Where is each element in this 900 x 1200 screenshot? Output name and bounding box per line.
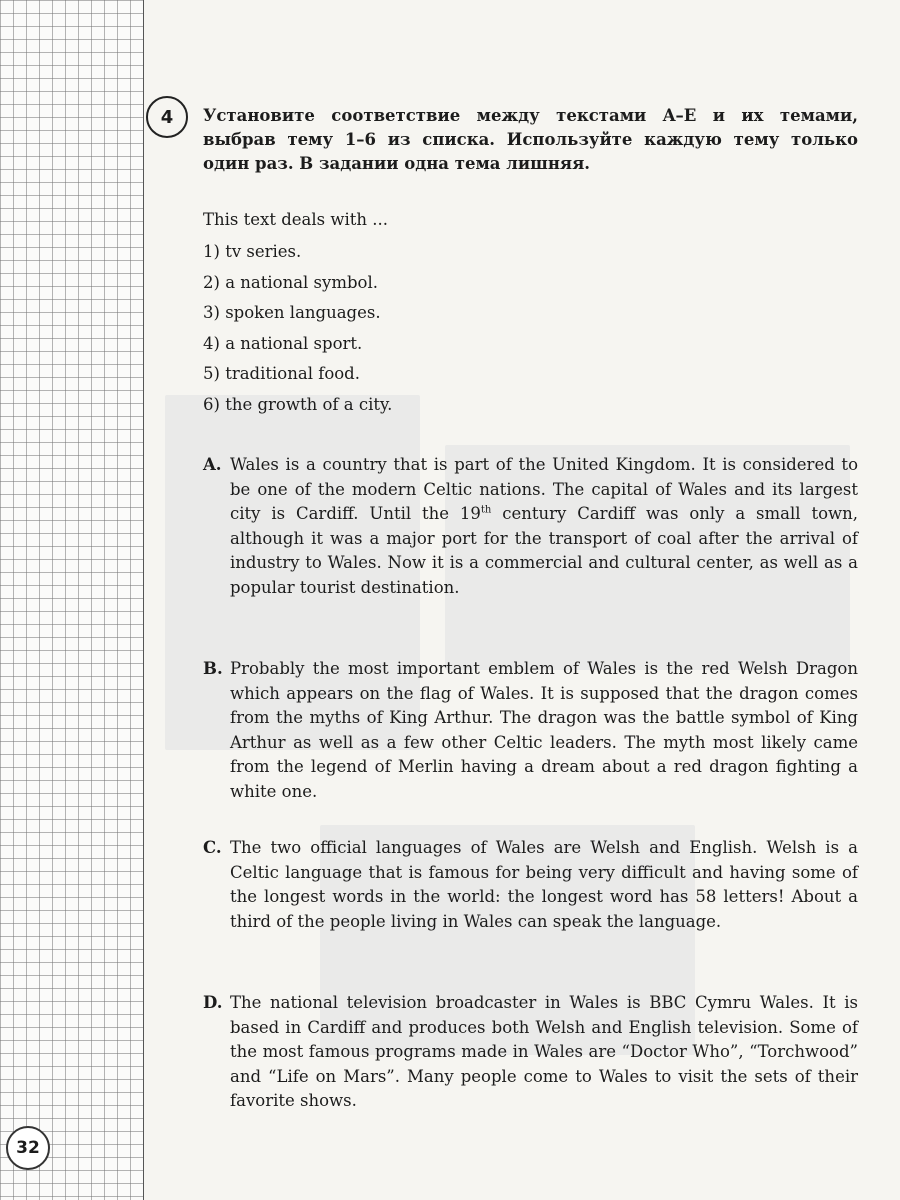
page-number: 32 [6, 1126, 50, 1170]
text-body: Probably the most important emblem of Wales is the red Welsh Dragon which appears on the flag of Wales. It is supposed that the dragon comes from the myths of King Arthur. The dragon was the battle symbol of King Arthur as well as a few other Celtic leaders. The myth most likely came from the legend of Merlin having a dream about a red dragon fighting a white one. [230, 659, 858, 801]
text-body: Wales is a country that is part of the United Kingdom. It is considered to be one of the modern Celtic nations. The capital of Wales and its largest city is Cardiff. Until the 19th century Cardiff was only a small town, although it was a major port for the transport of coal after the arrival of industry to Wales. Now it is a commercial and cultural center, as well as a popular tourist destination. [230, 455, 858, 597]
topic-number: 6) [203, 394, 220, 414]
text-letter: A. [203, 455, 222, 474]
topic-number: 4) [203, 333, 220, 353]
topic-item [203, 301, 392, 332]
topic-item [203, 332, 392, 363]
text-d [203, 991, 858, 1114]
topic-item [203, 393, 392, 424]
text-body: The national television broadcaster in Wales is BBC Cymru Wales. It is based in Cardiff and produces both Welsh and English television. Some of the most famous programs made in Wales are “Doctor Who”, “Torchwood” and “Life on Mars”. Many people come to Wales to visit the sets of their favorite shows. [230, 993, 858, 1110]
topic-text: the growth of a city. [225, 394, 393, 414]
topic-text: tv series. [225, 242, 302, 261]
text-a [203, 453, 858, 600]
text-b [203, 657, 858, 804]
text-body: The two official languages of Wales are Welsh and English. Welsh is a Celtic language that is famous for being very difficult and having some of the longest words in the world: the longest word has 58 letters! About a third of the people living in Wales can speak the language. [230, 838, 858, 931]
topic-number: 5) [203, 364, 220, 383]
topic-text: traditional food. [225, 364, 360, 383]
text-letter: C. [203, 838, 222, 857]
topic-number: 2) [203, 272, 220, 292]
task-number: 4 [146, 96, 188, 138]
topics-list [203, 240, 392, 423]
task-instruction: Установите соответствие между текстами A–E и их темами, выбрав тему 1–6 из списка. Используйте каждую тему только один раз. В задании одна тема лишняя. [203, 106, 858, 173]
topic-item [203, 240, 392, 271]
topics-prompt: This text deals with ... [203, 210, 388, 229]
topic-number: 3) [203, 303, 220, 322]
text-letter: D. [203, 993, 223, 1012]
grid-margin [0, 0, 144, 1200]
topic-item [203, 271, 392, 302]
topic-number: 1) [203, 242, 220, 261]
topic-text: a national sport. [225, 333, 363, 353]
text-letter: B. [203, 659, 223, 678]
topic-item [203, 362, 392, 393]
topic-text: spoken languages. [225, 303, 381, 322]
text-c [203, 836, 858, 934]
topic-text: a national symbol. [225, 272, 379, 292]
